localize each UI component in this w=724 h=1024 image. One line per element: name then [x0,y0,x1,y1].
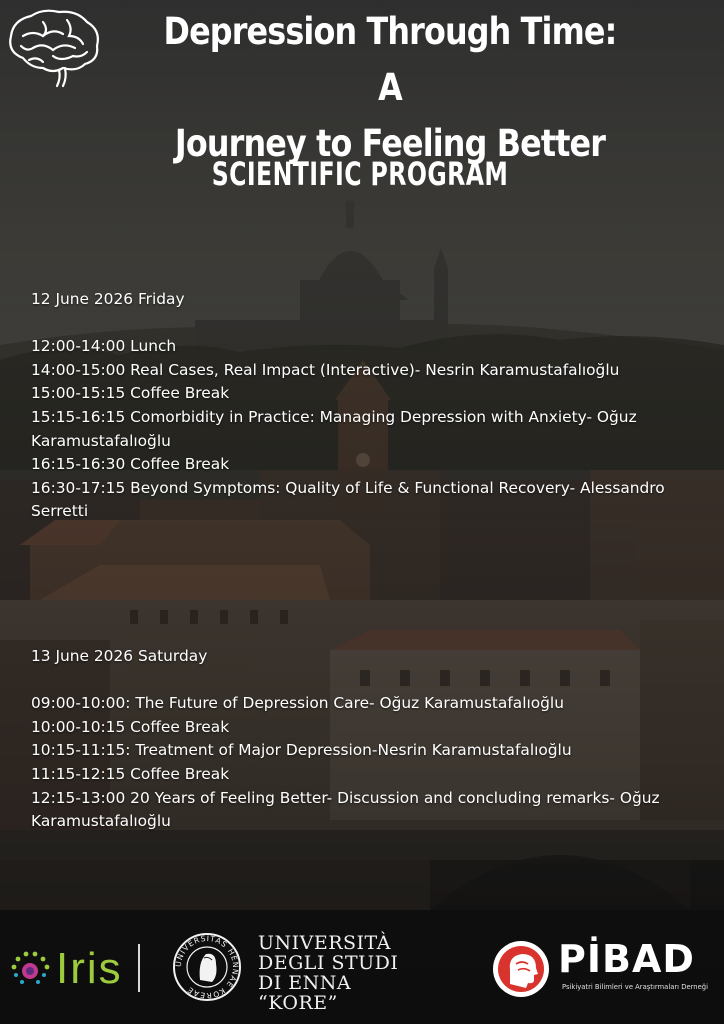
schedule-item: 10:15-11:15: Treatment of Major Depression-Nesrin Karamustafalıoğlu [31,741,572,760]
title-line-2: Journey to Feeling Better [174,122,606,165]
kore-seal-icon [172,932,242,1002]
pibad-wordmark: PİBAD [558,937,695,981]
schedule-item: 10:00-10:15 Coffee Break [31,717,230,736]
program-day-1 [31,288,696,524]
pibad-tagline: Psikiyatri Bilimleri ve Araştırmaları Derneği [562,983,709,991]
schedule-item: 14:00-15:00 Real Cases, Real Impact (Interactive)- Nesrin Karamustafalıoğlu [31,360,620,379]
pibad-head-icon [492,940,550,998]
seal-text: UNIVERSITAS HENNAE KOREAE [173,933,241,1001]
brain-icon [3,6,103,90]
schedule-item: 12:15-13:00 20 Years of Feeling Better- Discussion and concluding remarks- Oğuz Karamustafalıoğlu [31,788,660,831]
schedule-item: 16:30-17:15 Beyond Symptoms: Quality of Life & Functional Recovery- Alessandro Serretti [31,478,665,521]
university-line-2: DEGLI STUDI [258,952,399,974]
schedule-item: 11:15-12:15 Coffee Break [31,764,230,783]
schedule-item: 09:00-10:00: The Future of Depression Care- Oğuz Karamustafalıoğlu [31,694,564,713]
university-name [258,933,408,1013]
university-line-3: DI ENNA “KORE” [258,972,352,1014]
schedule-item: 12:00-14:00 Lunch [31,337,177,356]
page-title [149,4,631,172]
schedule-item: 15:00-15:15 Coffee Break [31,384,230,403]
iris-logo [8,944,128,994]
university-line-1: UNIVERSITÀ [258,932,391,954]
iris-wordmark: Iris [56,944,123,993]
schedule-item: 16:15-16:30 Coffee Break [31,455,230,474]
day-1-date: 12 June 2026 Friday [31,290,185,308]
day-2-date: 13 June 2026 Saturday [31,647,208,665]
program-day-2 [31,645,696,834]
iris-eye-icon [8,949,52,989]
schedule-item: 15:15-16:15 Comorbidity in Practice: Managing Depression with Anxiety- Oğuz Karamustafalıoğlu [31,407,637,450]
logo-divider [138,944,140,992]
program-subtitle: SCIENTIFIC PROGRAM [211,155,509,193]
title-line-1: Depression Through Time: A [163,10,617,109]
